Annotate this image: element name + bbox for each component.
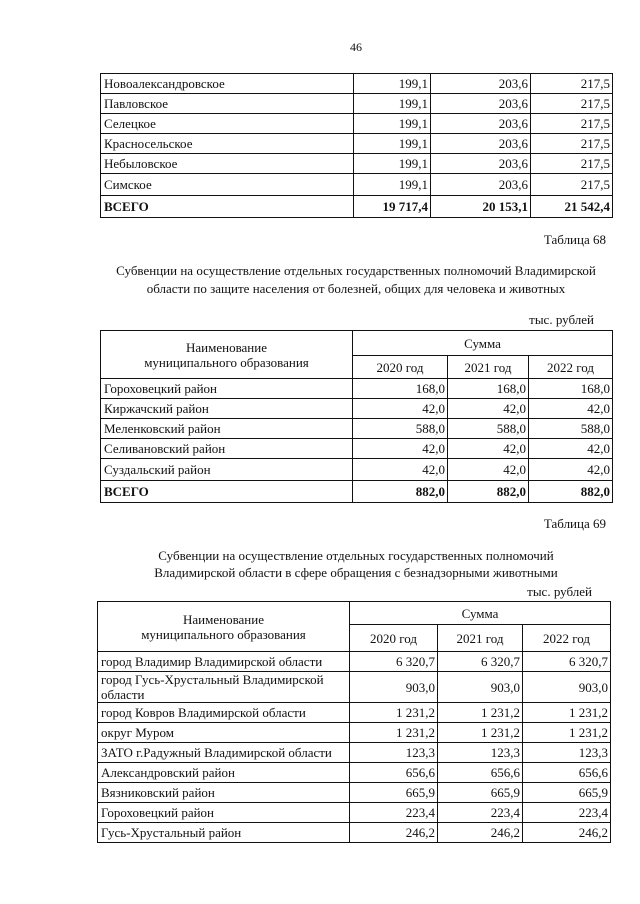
amount-cell-col-2: 42,0 [448,439,529,459]
table-row [98,763,611,783]
table-row [101,154,613,174]
header-municipality-line-1: Наименование [186,339,267,355]
amount-cell-col-3: 217,5 [531,134,613,154]
amount-cell-col-1: 42,0 [353,399,448,419]
amount-cell-col-2: 665,9 [438,783,523,803]
table-69-label: Таблица 69 [543,516,606,531]
table-row [101,114,613,134]
municipality-name-cell: Меленковский район [101,419,353,439]
table-row [101,399,613,419]
amount-cell-col-2: 203,6 [431,94,531,114]
amount-cell-col-2: 20 153,1 [431,196,531,218]
amount-cell-col-3: 656,6 [523,763,611,783]
amount-cell-col-3: 223,4 [523,803,611,823]
table-68-label: Таблица 68 [543,232,606,247]
amount-cell-col-2: 588,0 [448,419,529,439]
table-68 [100,330,613,503]
amount-cell-col-2: 42,0 [448,459,529,481]
header-municipality-line-2: муниципального образования [141,626,306,642]
amount-cell-col-1: 1 231,2 [350,703,438,723]
amount-cell-col-1: 199,1 [354,94,431,114]
amount-cell-col-1: 19 717,4 [354,196,431,218]
header-year-2021: 2021 год [438,625,523,652]
table-row [101,174,613,196]
amount-cell-col-2: 6 320,7 [438,652,523,672]
header-municipality-line-1: Наименование [183,611,264,627]
table-row [98,783,611,803]
amount-cell-col-2: 1 231,2 [438,703,523,723]
amount-cell-col-3: 168,0 [529,379,613,399]
amount-cell-col-2: 1 231,2 [438,723,523,743]
municipality-name-cell: Симское [101,174,354,196]
amount-cell-col-3: 217,5 [531,154,613,174]
table-row [101,134,613,154]
table-row [98,652,611,672]
header-sum: Сумма [353,331,613,356]
amount-cell-col-1: 665,9 [350,783,438,803]
total-row [101,481,613,503]
header-sum: Сумма [350,602,611,625]
municipality-name-cell: город Владимир Владимирской области [98,652,350,672]
amount-cell-col-3: 1 231,2 [523,703,611,723]
amount-cell-col-3: 42,0 [529,439,613,459]
header-year-2022: 2022 год [529,356,613,379]
amount-cell-col-1: 1 231,2 [350,723,438,743]
amount-cell-col-1: 123,3 [350,743,438,763]
total-label-cell: ВСЕГО [101,481,353,503]
amount-cell-col-2: 42,0 [448,399,529,419]
header-year-2020: 2020 год [350,625,438,652]
municipality-name-cell: Александровский район [98,763,350,783]
amount-cell-col-2: 903,0 [438,672,523,703]
amount-cell-col-3: 217,5 [531,174,613,196]
page-number: 46 [350,40,362,54]
amount-cell-col-2: 123,3 [438,743,523,763]
municipality-name-cell: город Гусь-Хрустальный Владимирской области [98,672,350,703]
table-69-title-line-1: Субвенции на осуществление отдельных государственных полномочий [158,548,554,563]
amount-cell-col-3: 217,5 [531,74,613,94]
amount-cell-col-3: 21 542,4 [531,196,613,218]
table-69 [97,601,611,843]
total-label-cell: ВСЕГО [101,196,354,218]
municipality-name-cell: округ Муром [98,723,350,743]
amount-cell-col-1: 882,0 [353,481,448,503]
amount-cell-col-1: 6 320,7 [350,652,438,672]
table-68-title-line-2: области по защите населения от болезней, общих для человека и животных [146,281,566,296]
amount-cell-col-3: 246,2 [523,823,611,843]
table-row [101,439,613,459]
table-68-title [100,262,612,298]
amount-cell-col-1: 199,1 [354,74,431,94]
municipality-name-cell: Гороховецкий район [98,803,350,823]
amount-cell-col-1: 588,0 [353,419,448,439]
header-municipality [98,602,350,652]
table-69-title-line-2: Владимирской области в сфере обращения с безнадзорными животными [154,565,558,580]
table-69-units: тыс. рублей [527,584,592,599]
amount-cell-col-1: 656,6 [350,763,438,783]
amount-cell-col-1: 168,0 [353,379,448,399]
amount-cell-col-2: 203,6 [431,134,531,154]
municipality-name-cell: ЗАТО г.Радужный Владимирской области [98,743,350,763]
header-municipality [101,331,353,379]
amount-cell-col-3: 1 231,2 [523,723,611,743]
amount-cell-col-3: 217,5 [531,114,613,134]
municipality-name-cell: Небыловское [101,154,354,174]
table-68-units: тыс. рублей [529,312,594,327]
table-row [98,723,611,743]
table-row [98,703,611,723]
table-row [98,803,611,823]
municipality-name-cell: Гусь-Хрустальный район [98,823,350,843]
amount-cell-col-1: 199,1 [354,154,431,174]
table-68-title-line-1: Субвенции на осуществление отдельных государственных полномочий Владимирской [116,263,596,278]
amount-cell-col-1: 199,1 [354,174,431,196]
table-row [101,74,613,94]
table-row [101,419,613,439]
amount-cell-col-2: 246,2 [438,823,523,843]
amount-cell-col-3: 217,5 [531,94,613,114]
amount-cell-col-3: 665,9 [523,783,611,803]
amount-cell-col-2: 203,6 [431,74,531,94]
amount-cell-col-1: 246,2 [350,823,438,843]
amount-cell-col-1: 223,4 [350,803,438,823]
header-year-2022: 2022 год [523,625,611,652]
municipality-name-cell: Суздальский район [101,459,353,481]
municipality-name-cell: Селецкое [101,114,354,134]
amount-cell-col-2: 168,0 [448,379,529,399]
amount-cell-col-3: 6 320,7 [523,652,611,672]
municipality-name-cell: Красносельское [101,134,354,154]
amount-cell-col-2: 203,6 [431,154,531,174]
municipality-name-cell: Новоалександровское [101,74,354,94]
table-row [98,823,611,843]
municipality-name-cell: Павловское [101,94,354,114]
amount-cell-col-2: 203,6 [431,114,531,134]
table-69-title [100,547,612,581]
header-row [101,331,613,356]
municipality-name-cell: город Ковров Владимирской области [98,703,350,723]
table-row [101,459,613,481]
amount-cell-col-1: 42,0 [353,459,448,481]
amount-cell-col-3: 123,3 [523,743,611,763]
municipality-name-cell: Гороховецкий район [101,379,353,399]
amount-cell-col-1: 199,1 [354,114,431,134]
amount-cell-col-2: 203,6 [431,174,531,196]
amount-cell-col-3: 588,0 [529,419,613,439]
header-municipality-line-2: муниципального образования [144,354,309,370]
table-row [101,94,613,114]
amount-cell-col-1: 199,1 [354,134,431,154]
total-row [101,196,613,218]
table-row [98,672,611,703]
municipality-name-cell: Киржачский район [101,399,353,419]
amount-cell-col-3: 882,0 [529,481,613,503]
amount-cell-col-1: 903,0 [350,672,438,703]
amount-cell-col-3: 903,0 [523,672,611,703]
amount-cell-col-2: 882,0 [448,481,529,503]
header-year-2021: 2021 год [448,356,529,379]
continued-table [100,73,613,218]
header-year-2020: 2020 год [353,356,448,379]
amount-cell-col-1: 42,0 [353,439,448,459]
municipality-name-cell: Вязниковский район [98,783,350,803]
amount-cell-col-2: 656,6 [438,763,523,783]
amount-cell-col-3: 42,0 [529,399,613,419]
amount-cell-col-3: 42,0 [529,459,613,481]
table-row [98,743,611,763]
municipality-name-cell: Селивановский район [101,439,353,459]
amount-cell-col-2: 223,4 [438,803,523,823]
header-row [98,602,611,625]
table-row [101,379,613,399]
